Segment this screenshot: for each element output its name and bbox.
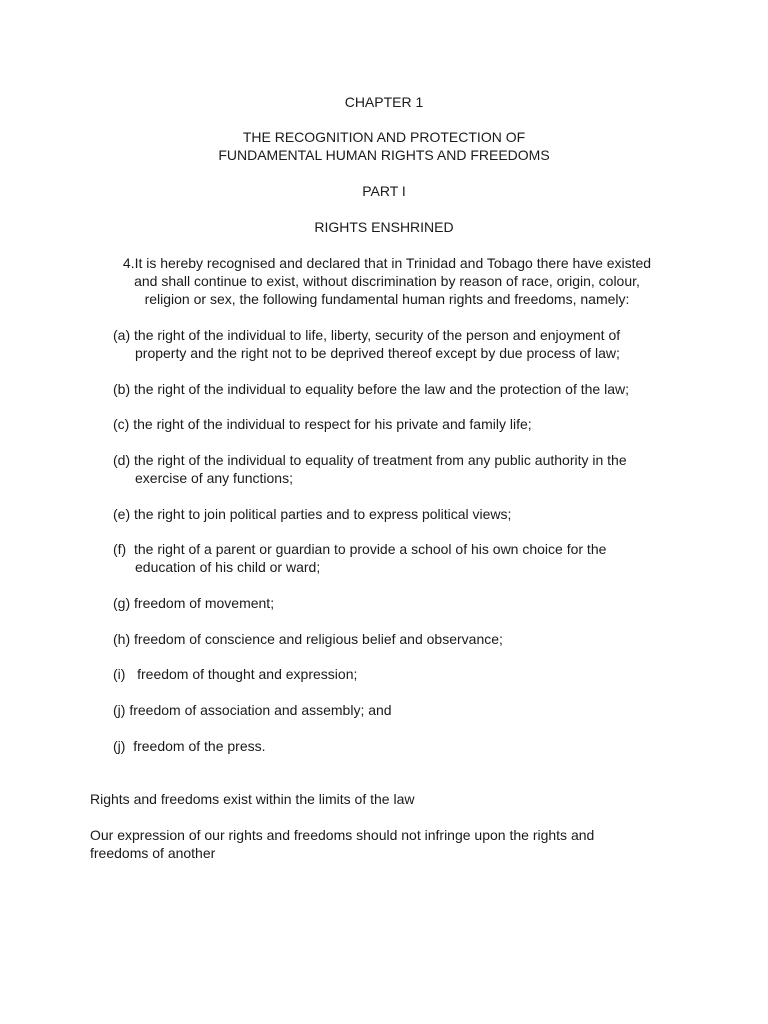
list-item-continuation: exercise of any functions; [135,470,293,486]
intro-line-3: religion or sex, the following fundamental human rights and freedoms, namely: [144,291,630,307]
list-item-c [113,415,683,433]
list-item-d [113,451,683,487]
intro-paragraph [92,254,682,308]
list-marker: (c) [113,416,130,432]
section-heading: RIGHTS ENSHRINED [314,219,454,235]
note-paragraph-1 [90,790,690,808]
list-item-text: the right to join political parties and to express political views; [134,506,512,522]
list-item-a [113,326,683,362]
intro-line-1: 4.It is hereby recognised and declared that in Trinidad and Tobago there have existed [122,255,652,271]
list-marker: (a) [113,327,131,343]
list-item-text: the right of a parent or guardian to provide a school of his own choice for the [134,541,607,557]
note-line: Rights and freedoms exist within the limits of the law [90,791,415,807]
list-marker: (h) [113,631,131,647]
list-marker: (i) [113,666,126,682]
list-item-e [113,505,683,523]
chapter-heading: CHAPTER 1 [344,94,424,110]
list-item-j-association [113,701,683,719]
list-marker: (g) [113,595,131,611]
list-item-text: freedom of movement; [134,595,275,611]
list-marker: (j) [113,738,126,754]
list-item-h [113,630,683,648]
list-marker: (d) [113,452,131,468]
list-item-text: freedom of association and assembly; and [129,702,392,718]
list-item-text: freedom of the press. [133,738,266,754]
list-item-text: the right of the individual to equality of treatment from any public authority in the [134,452,627,468]
list-item-g [113,594,683,612]
list-item-text: the right of the individual to respect for his private and family life; [133,416,532,432]
list-item-continuation: education of his child or ward; [135,559,321,575]
intro-line-2: and shall continue to exist, without discrimination by reason of race, origin, colour, [134,273,640,289]
list-item-i [113,665,683,683]
list-item-text: the right of the individual to life, liberty, security of the person and enjoyment of [134,327,621,343]
note-line-1: Our expression of our rights and freedoms should not infringe upon the rights and [90,827,595,843]
list-marker: (f) [113,541,127,557]
list-marker: (b) [113,381,131,397]
list-marker: (e) [113,506,131,522]
note-paragraph-2 [90,826,690,862]
list-item-j-press [113,737,683,755]
title-line-2: FUNDAMENTAL HUMAN RIGHTS AND FREEDOMS [218,147,550,163]
part-heading: PART I [362,183,406,199]
list-item-text: freedom of thought and expression; [137,666,358,682]
list-item-f [113,540,683,576]
list-item-text: freedom of conscience and religious belief and observance; [134,631,503,647]
list-item-b [113,380,683,398]
note-line-2: freedoms of another [90,845,216,861]
title-line-1: THE RECOGNITION AND PROTECTION OF [242,129,526,145]
list-item-text: the right of the individual to equality before the law and the protection of the law; [134,381,629,397]
list-item-continuation: property and the right not to be deprived thereof except by due process of law; [135,345,620,361]
list-marker: (j) [113,702,126,718]
